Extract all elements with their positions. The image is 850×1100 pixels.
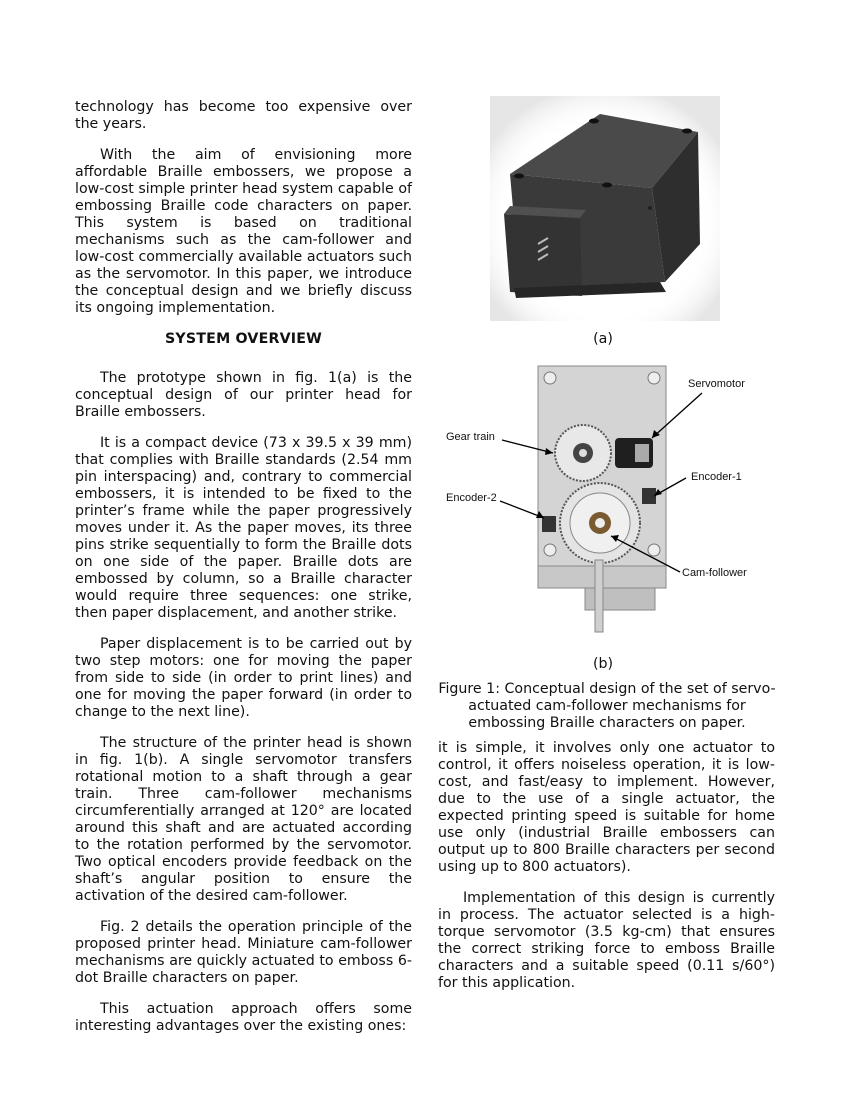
right-column [438,740,775,1006]
paragraph: The prototype shown in fig. 1(a) is the conceptual design of our printer head for Braille embossers. [75,370,412,420]
paragraph: Fig. 2 details the operation principle of the proposed printer head. Miniature cam-follower mechanisms are quickly actuated to emboss 6-dot Braille characters on paper. [75,919,412,986]
paragraph: This actuation approach offers some interesting advantages over the existing ones: [75,1001,412,1034]
section-heading: SYSTEM OVERVIEW [164,331,322,347]
left-column [75,99,412,1049]
figure-1a-render [490,96,720,321]
figure-1a-label: (a) [593,331,613,347]
paragraph: it is simple, it involves only one actuator to control, it offers noiseless operation, it is low-cost, and fast/easy to implement. However, due to the use of a single actuator, the expected printing speed is suitable for home use only (industrial Braille embossers can output up to 800 Braille characters per second using up to 800 actuators). [438,740,775,875]
callout-gear-train: Gear train [446,431,495,443]
figure-caption: Figure 1: Conceptual design of the set of servo-actuated cam-follower mechanisms for embossing Braille characters on paper. [438,681,776,731]
figure-1b-label: (b) [592,656,614,672]
callout-encoder-2: Encoder-2 [446,492,497,504]
callout-cam-follower: Cam-follower [682,567,747,579]
paragraph: It is a compact device (73 x 39.5 x 39 mm) that complies with Braille standards (2.54 mm pin interspacing) and, contrary to commercial embossers, it is intended to be fixed to the printer’s frame while the paper progressively moves under it. As the paper moves, its three pins strike sequentially to form the Braille dots on one side of the paper. Braille dots are embossed by column, so a Braille character would require three sequences: one strike, then paper displacement, and another strike. [75,435,412,621]
callout-servomotor: Servomotor [688,378,745,390]
callout-encoder-1: Encoder-1 [691,471,742,483]
paragraph: The structure of the printer head is shown in fig. 1(b). A single servomotor transfers rotational motion to a shaft through a gear train. Three cam-follower mechanisms circumferentially arranged at 120° are located around this shaft and are actuated according to the rotation performed by the servomotor. Two optical encoders provide feedback on the shaft’s angular position to ensure the activation of the desired cam-follower. [75,735,412,904]
paragraph: With the aim of envisioning more affordable Braille embossers, we propose a low-cost simple printer head system capable of embossing Braille code characters on paper. This system is based on traditional mechanisms such as the cam-follower and low-cost commercially available actuators such as the servomotor. In this paper, we introduce the conceptual design and we briefly discuss its ongoing implementation. [75,147,412,316]
paragraph: technology has become too expensive over the years. [75,99,412,132]
paragraph: Implementation of this design is currently in process. The actuator selected is a high-torque servomotor (3.5 kg-cm) that ensures the correct striking force to emboss Braille characters and a suitable speed (0.11 s/60°) for this application. [438,890,775,991]
paragraph: Paper displacement is to be carried out by two step motors: one for moving the paper from side to side (in order to print lines) and one for moving the paper forward (in order to change to the next line). [75,636,412,720]
figure-1b-schematic [440,360,770,640]
